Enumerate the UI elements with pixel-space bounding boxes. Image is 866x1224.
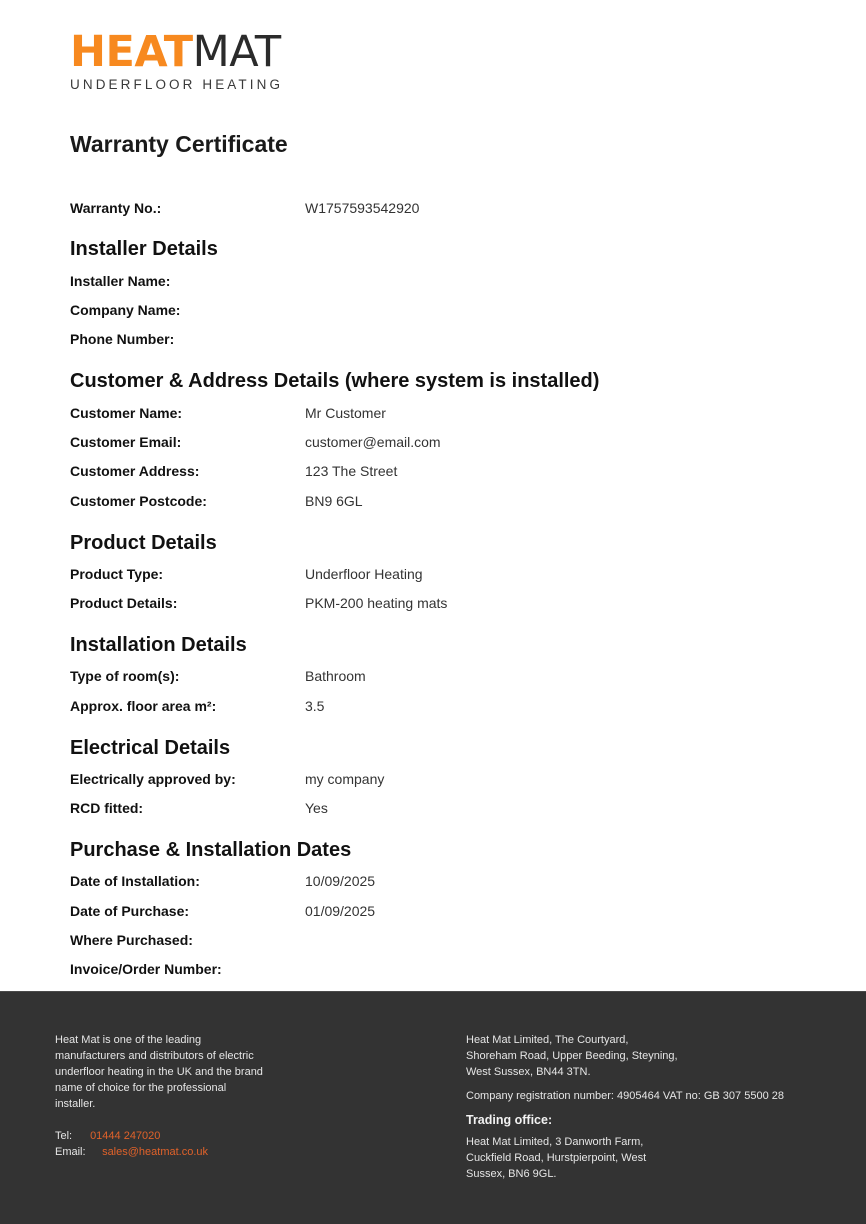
field-label: Phone Number: (70, 331, 175, 347)
footer (0, 991, 866, 1224)
field-value: Underfloor Heating (305, 566, 423, 582)
field-row (70, 873, 375, 889)
field-label: Customer Postcode: (70, 493, 207, 509)
email-row (55, 1144, 295, 1160)
field-label: Approx. floor area m²: (70, 698, 217, 714)
about-line: name of choice for the professional (55, 1082, 227, 1094)
field-row (70, 595, 447, 611)
field-label: Invoice/Order Number: (70, 961, 222, 977)
field-row (70, 463, 397, 479)
field-label: Installer Name: (70, 273, 171, 289)
footer-contact (55, 1128, 295, 1160)
field-label: Electrically approved by: (70, 771, 236, 787)
field-value: 3.5 (305, 698, 325, 714)
field-row (70, 668, 366, 684)
address-line: Sussex, BN6 9GL. (466, 1168, 557, 1180)
trading-address (466, 1134, 836, 1182)
tel-link[interactable]: 01444 247020 (90, 1130, 161, 1142)
field-row (70, 434, 441, 450)
field-label: Date of Installation: (70, 873, 200, 889)
field-row (70, 493, 363, 509)
field-value: Mr Customer (305, 405, 386, 421)
address-line: Heat Mat Limited, The Courtyard, (466, 1034, 629, 1046)
field-row (70, 273, 305, 289)
field-value: my company (305, 771, 385, 787)
field-value: W1757593542920 (305, 200, 420, 216)
field-label: Customer Email: (70, 434, 182, 450)
section-heading-product: Product Details (70, 532, 217, 554)
heatmat-logo (70, 27, 284, 92)
trading-office-heading: Trading office: (466, 1113, 553, 1127)
field-label: Type of room(s): (70, 668, 180, 684)
field-value: 01/09/2025 (305, 903, 376, 919)
section-heading-electrical: Electrical Details (70, 737, 231, 759)
section-heading-customer: Customer & Address Details (where system is installed) (70, 370, 600, 392)
field-label: Company Name: (70, 302, 181, 318)
warranty-number-row (70, 200, 419, 216)
about-line: installer. (55, 1098, 96, 1110)
field-label: Customer Address: (70, 463, 200, 479)
field-value: 10/09/2025 (305, 873, 376, 889)
field-value: Bathroom (305, 668, 366, 684)
page-title: Warranty Certificate (70, 131, 288, 157)
email-link[interactable]: sales@heatmat.co.uk (102, 1146, 209, 1158)
field-value: customer@email.com (305, 434, 441, 450)
field-label: Warranty No.: (70, 200, 162, 216)
logo-heat: HEAT (70, 27, 193, 77)
field-label: Where Purchased: (70, 932, 193, 948)
section-heading-dates: Purchase & Installation Dates (70, 839, 352, 861)
email-label: Email: (55, 1146, 86, 1158)
field-row (70, 903, 375, 919)
field-row (70, 405, 386, 421)
field-row (70, 771, 384, 787)
field-label: Product Details: (70, 595, 178, 611)
field-label: Customer Name: (70, 405, 183, 421)
field-value: 123 The Street (305, 463, 398, 479)
tel-label: Tel: (55, 1130, 73, 1142)
registered-address (466, 1032, 836, 1080)
field-row (70, 800, 328, 816)
about-line: Heat Mat is one of the leading (55, 1034, 202, 1046)
logo-mat: MAT (192, 27, 281, 77)
field-value: PKM-200 heating mats (305, 595, 448, 611)
footer-about (55, 1032, 295, 1160)
field-row (70, 331, 305, 347)
field-value: Yes (305, 800, 328, 816)
field-row (70, 566, 423, 582)
field-label: RCD fitted: (70, 800, 144, 816)
section-heading-installer: Installer Details (70, 238, 218, 260)
field-row (70, 302, 305, 318)
address-line: Shoreham Road, Upper Beeding, Steyning, (466, 1050, 678, 1062)
about-line: underfloor heating in the UK and the brand (55, 1066, 263, 1078)
logo-tagline: UNDERFLOOR HEATING (70, 77, 284, 92)
address-line: Cuckfield Road, Hurstpierpoint, West (466, 1152, 647, 1164)
about-line: manufacturers and distributors of electric (55, 1050, 254, 1062)
field-row (70, 698, 324, 714)
field-row (70, 932, 305, 948)
footer-company-info (466, 1032, 836, 1182)
address-line: Heat Mat Limited, 3 Danworth Farm, (466, 1136, 644, 1148)
company-registration: Company registration number: 4905464 VAT no: GB 307 5500 28 (466, 1090, 784, 1102)
address-line: West Sussex, BN44 3TN. (466, 1066, 591, 1078)
field-value: BN9 6GL (305, 493, 363, 509)
field-label: Product Type: (70, 566, 164, 582)
section-heading-installation: Installation Details (70, 634, 247, 656)
tel-row (55, 1128, 295, 1144)
logo-wordmark (70, 27, 283, 77)
field-row (70, 961, 305, 977)
field-label: Date of Purchase: (70, 903, 190, 919)
